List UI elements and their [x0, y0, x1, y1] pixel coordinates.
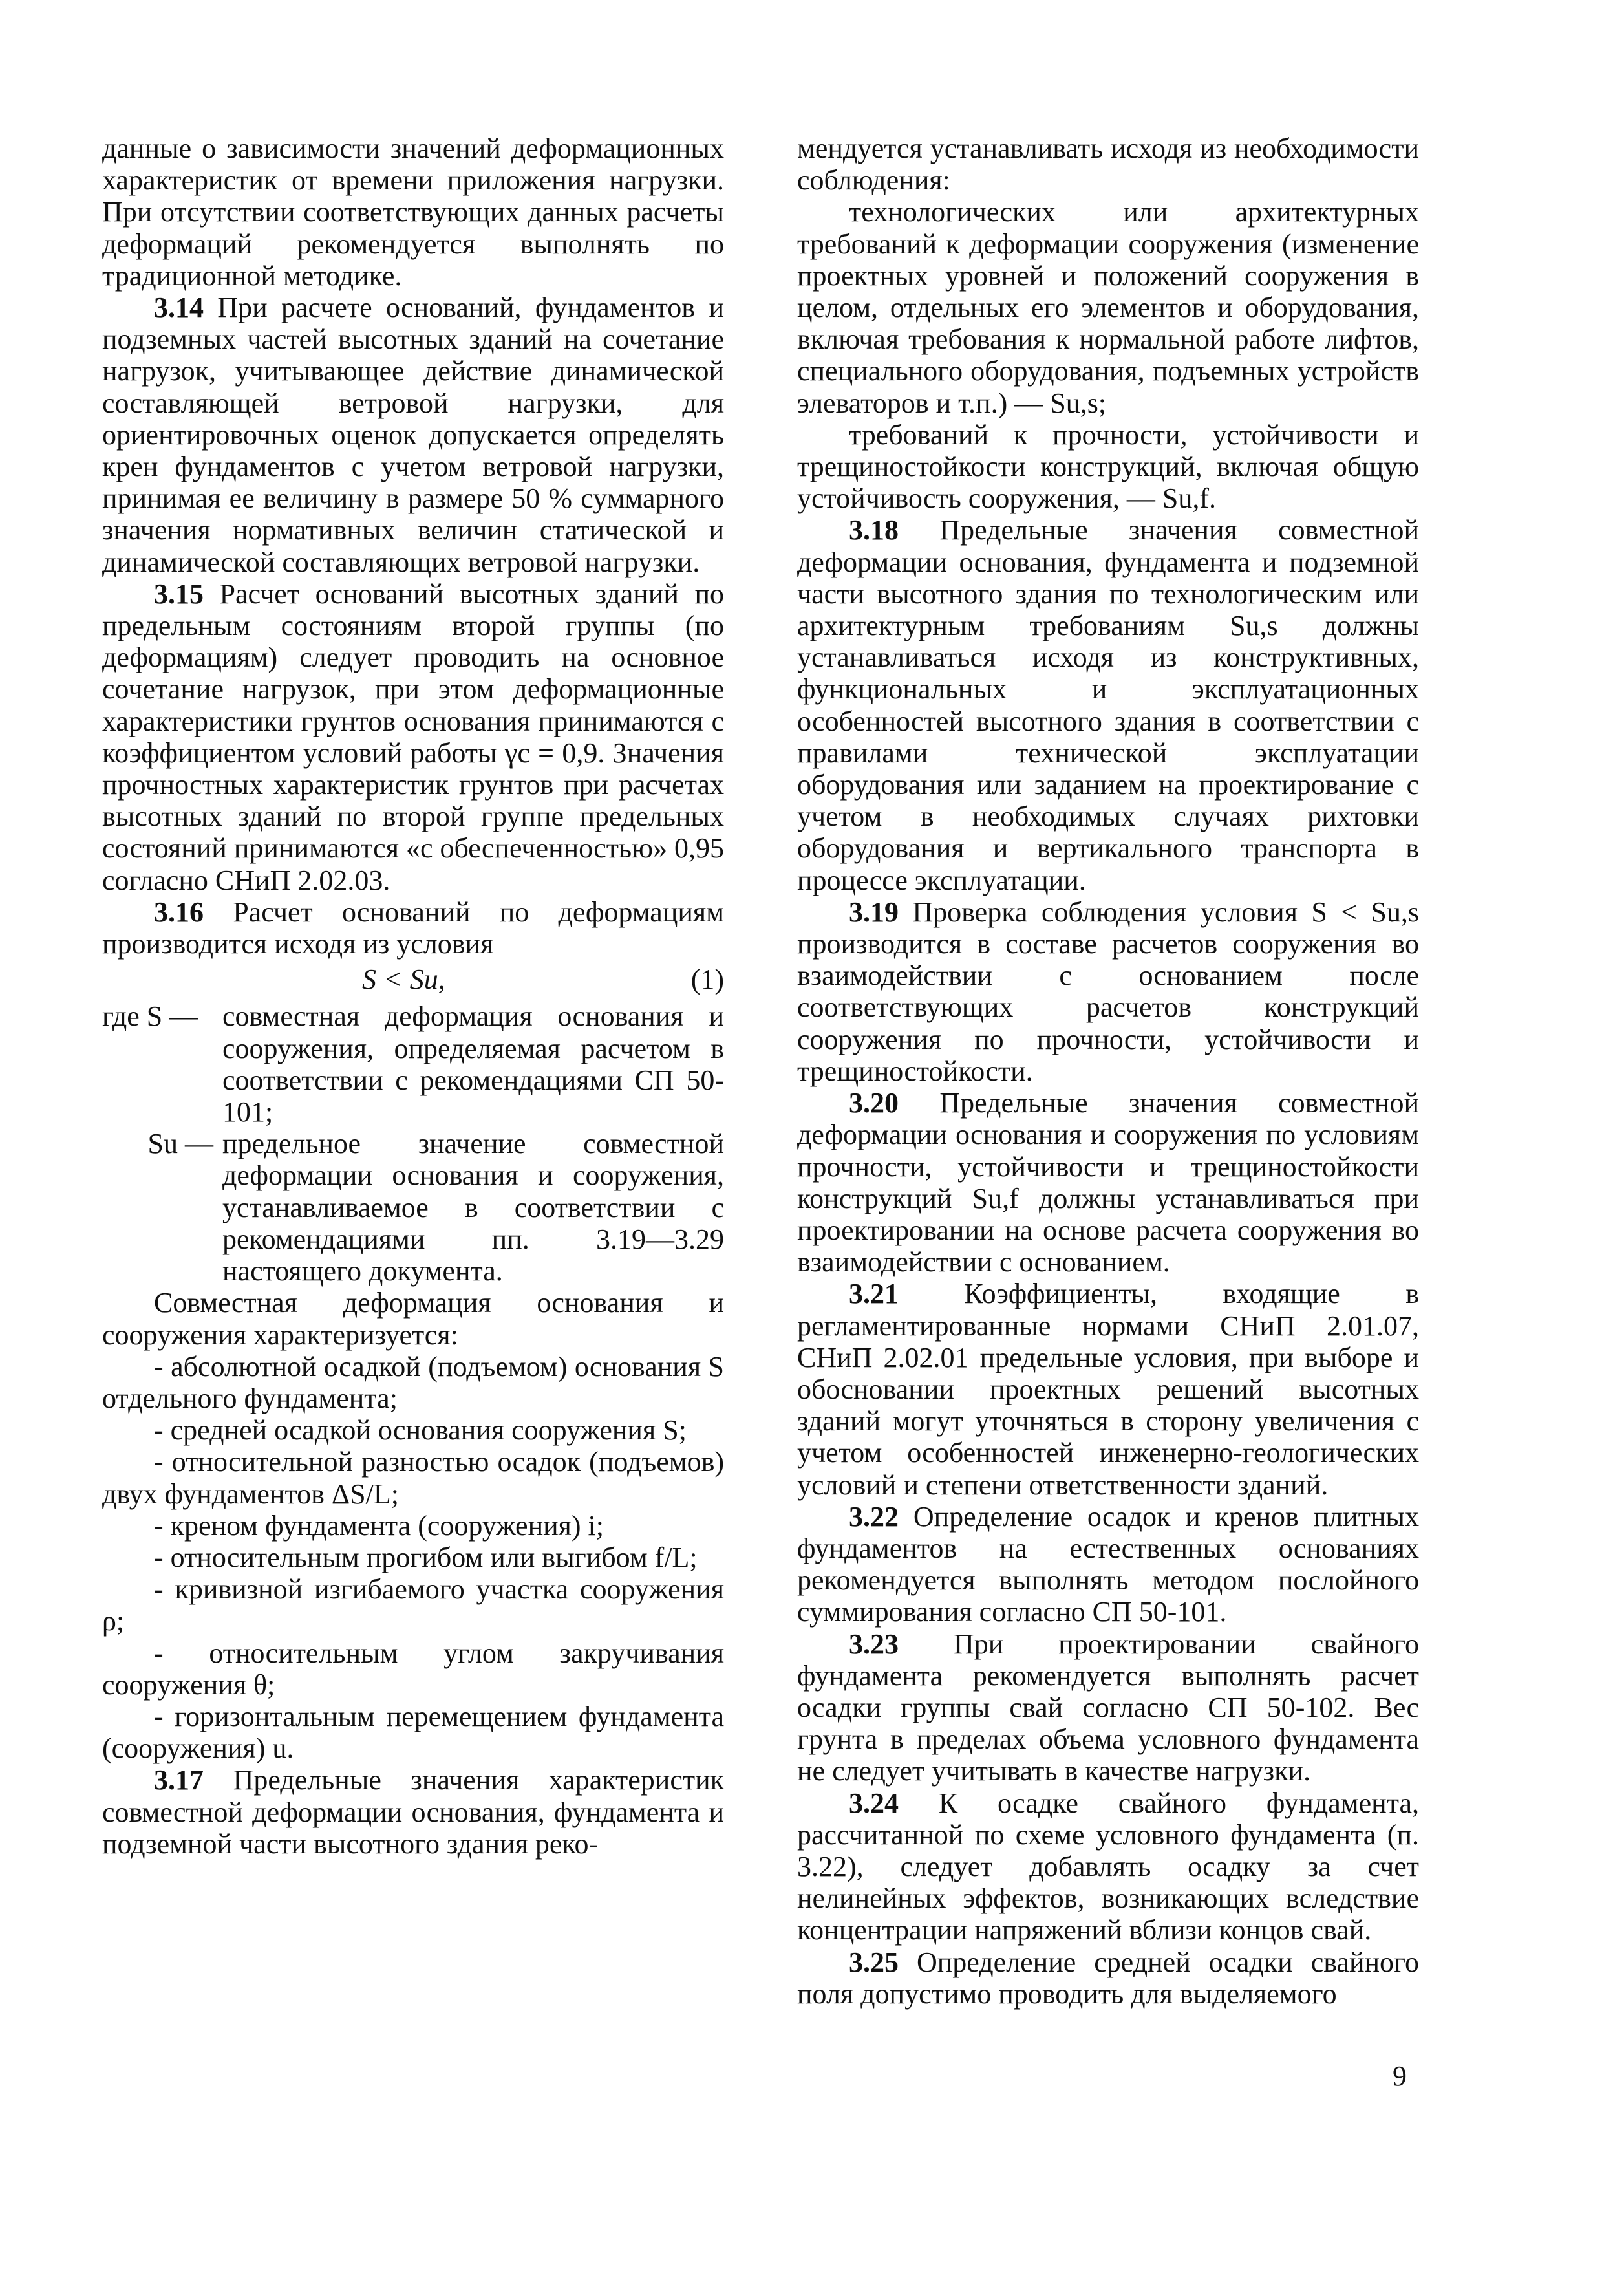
- paragraph-text: Расчет оснований высотных зданий по предельным состояниям второй группы (по деформациям) следует проводить на основное сочетание нагрузок, при этом деформационные характеристики грунтов основания принимаются с коэффициентом условий работы γc = 0,9. Значения прочностных характеристик грунтов при расчетах высотных зданий по второй группе предельных состояний принимаются «с обеспеченностью» 0,95 согласно СНиП 2.02.03.: [102, 577, 724, 896]
- paragraph-3-24: [797, 1787, 1419, 1946]
- formula-expression: S < Su,: [362, 963, 445, 996]
- list-item: - относительной разностью осадок (подъемов) двух фундаментов ΔS/L;: [102, 1446, 724, 1510]
- paragraph-text: Определение осадок и кренов плитных фундаментов на естественных основаниях рекомендуется выполнять методом послойного суммирования согласно СП 50-101.: [797, 1500, 1419, 1628]
- section-number: 3.18: [849, 514, 899, 546]
- paragraph-3-21: [797, 1278, 1419, 1500]
- paragraph-text: При расчете оснований, фундаментов и подземных частей высотных зданий на сочетание нагрузок, учитывающее действие динамической составляющей ветровой нагрузки, для ориентировочных оценок допускается определять крен фундаментов с учетом ветровой нагрузки, принимая ее величину в размере 50 % суммарного значения нормативных величин статической и динамической составляющих ветровой нагрузки.: [102, 292, 724, 578]
- paragraph-3-16: [102, 896, 724, 960]
- paragraph-3-19: [797, 896, 1419, 1087]
- list-item: - относительным прогибом или выгибом f/L;: [154, 1541, 698, 1573]
- paragraph-text: Коэффициенты, входящие в регламентированные нормами СНиП 2.01.07, СНиП 2.02.01 предельные условия, при выборе и обосновании проектных решений высотных зданий могут уточняться в сторону увеличения с учетом особенностей инженерно-геологических условий и степени ответственности зданий.: [797, 1278, 1419, 1501]
- left-column: [102, 133, 724, 1860]
- list-item: - абсолютной осадкой (подъемом) основания S отдельного фундамента;: [102, 1350, 724, 1414]
- list-item: - кривизной изгибаемого участка сооружения ρ;: [102, 1573, 724, 1637]
- paragraph-strength-requirements: требований к прочности, устойчивости и трещиностойкости конструкций, включая общую устойчивость сооружения, — Su,f.: [797, 418, 1419, 515]
- paragraph-3-14: [102, 292, 724, 578]
- paragraph-continuation: мендуется устанавливать исходя из необходимости соблюдения:: [797, 133, 1419, 197]
- where-text-su: предельное значение совместной деформации основания и сооружения, устанавливаемое в соответствии с рекомендациями пп. 3.19—3.29 настоящего документа.: [222, 1128, 724, 1287]
- section-number: 3.17: [154, 1764, 204, 1796]
- list-item: - креном фундамента (сооружения) i;: [154, 1509, 604, 1542]
- deformation-list: [102, 1351, 724, 1765]
- paragraph-text: При проектировании свайного фундамента рекомендуется выполнять расчет осадки группы свай согласно СП 50-102. Вес грунта в пределах объема условного фундамента не следует учитывать в качестве нагрузки.: [797, 1628, 1419, 1787]
- where-text-s: совместная деформация основания и сооружения, определяемая расчетом в соответствии с рекомендациями СП 50-101;: [222, 1000, 724, 1128]
- page-number: 9: [1393, 2060, 1407, 2092]
- paragraph-3-15: [102, 578, 724, 896]
- paragraph-3-17: [102, 1764, 724, 1860]
- paragraph-text: Определение средней осадки свайного поля допустимо проводить для выделяемого: [797, 1946, 1419, 2010]
- paragraph-intro: данные о зависимости значений деформационных характеристик от времени приложения нагрузки. При отсутствии соответствующих данных расчеты деформаций рекомендуется выполнять по традиционной методике.: [102, 133, 724, 292]
- list-item: - горизонтальным перемещением фундамента (сооружения) u.: [102, 1700, 724, 1765]
- paragraph-text: Проверка соблюдения условия S < Su,s производится в составе расчетов сооружения во взаимодействии с основанием после соответствующих расчетов конструкций сооружения по прочности, устойчивости и трещиностойкости.: [797, 896, 1419, 1087]
- section-number: 3.24: [849, 1787, 899, 1819]
- section-number: 3.22: [849, 1500, 899, 1533]
- list-item: - относительным углом закручивания сооружения θ;: [102, 1637, 724, 1701]
- list-item: - средней осадкой основания сооружения S;: [154, 1414, 687, 1447]
- formula-number: (1): [690, 963, 724, 996]
- formula-1: [102, 963, 724, 995]
- where-definitions: [102, 1000, 724, 1287]
- section-number: 3.16: [154, 896, 204, 928]
- paragraph-3-18: [797, 514, 1419, 896]
- paragraph-text: Расчет оснований по деформациям производится исходя из условия: [102, 896, 724, 960]
- paragraph-joint-deformation: Совместная деформация основания и сооружения характеризуется:: [102, 1287, 724, 1351]
- section-number: 3.25: [849, 1946, 899, 1978]
- paragraph-text: Предельные значения совместной деформации основания, фундамента и подземной части высотного здания по технологическим или архитектурным требованиям Su,s должны устанавливаться исходя из конструктивных, функциональных и эксплуатационных особенностей высотного здания в соответствии с правилами технической эксплуатации оборудования или заданием на проектирование с учетом в необходимых случаях рихтовки оборудования и вертикального транспорта в процессе эксплуатации.: [797, 514, 1419, 896]
- paragraph-3-22: [797, 1501, 1419, 1628]
- paragraph-3-20: [797, 1087, 1419, 1278]
- right-column: [797, 133, 1419, 2010]
- paragraph-text: Предельные значения совместной деформации основания и сооружения по условиям прочности, устойчивости и трещиностойкости конструкций Su,f должны устанавливаться при проектировании на основе расчета сооружения во взаимодействии с основанием.: [797, 1087, 1419, 1278]
- paragraph-text: Предельные значения характеристик совместной деформации основания, фундамента и подземной части высотного здания реко-: [102, 1764, 724, 1860]
- section-number: 3.15: [154, 577, 204, 610]
- paragraph-technological-requirements: технологических или архитектурных требований к деформации сооружения (изменение проектных уровней и положений сооружения в целом, отдельных его элементов и оборудования, включая требования к нормальной работе лифтов, специального оборудования, подъемных устройств элеваторов и т.п.) — Su,s;: [797, 196, 1419, 419]
- paragraph-3-23: [797, 1628, 1419, 1787]
- paragraph-3-25: [797, 1946, 1419, 2010]
- where-label-s: где S —: [102, 1000, 198, 1033]
- section-number: 3.19: [849, 896, 899, 928]
- section-number: 3.14: [154, 292, 204, 324]
- section-number: 3.20: [849, 1087, 899, 1119]
- where-label-su: Su —: [147, 1128, 213, 1160]
- paragraph-text: К осадке свайного фундамента, рассчитанной по схеме условного фундамента (п. 3.22), следует добавлять осадку за счет нелинейных эффектов, возникающих вследствие концентрации напряжений вблизи концов свай.: [797, 1787, 1419, 1946]
- section-number: 3.21: [849, 1278, 899, 1310]
- section-number: 3.23: [849, 1628, 899, 1660]
